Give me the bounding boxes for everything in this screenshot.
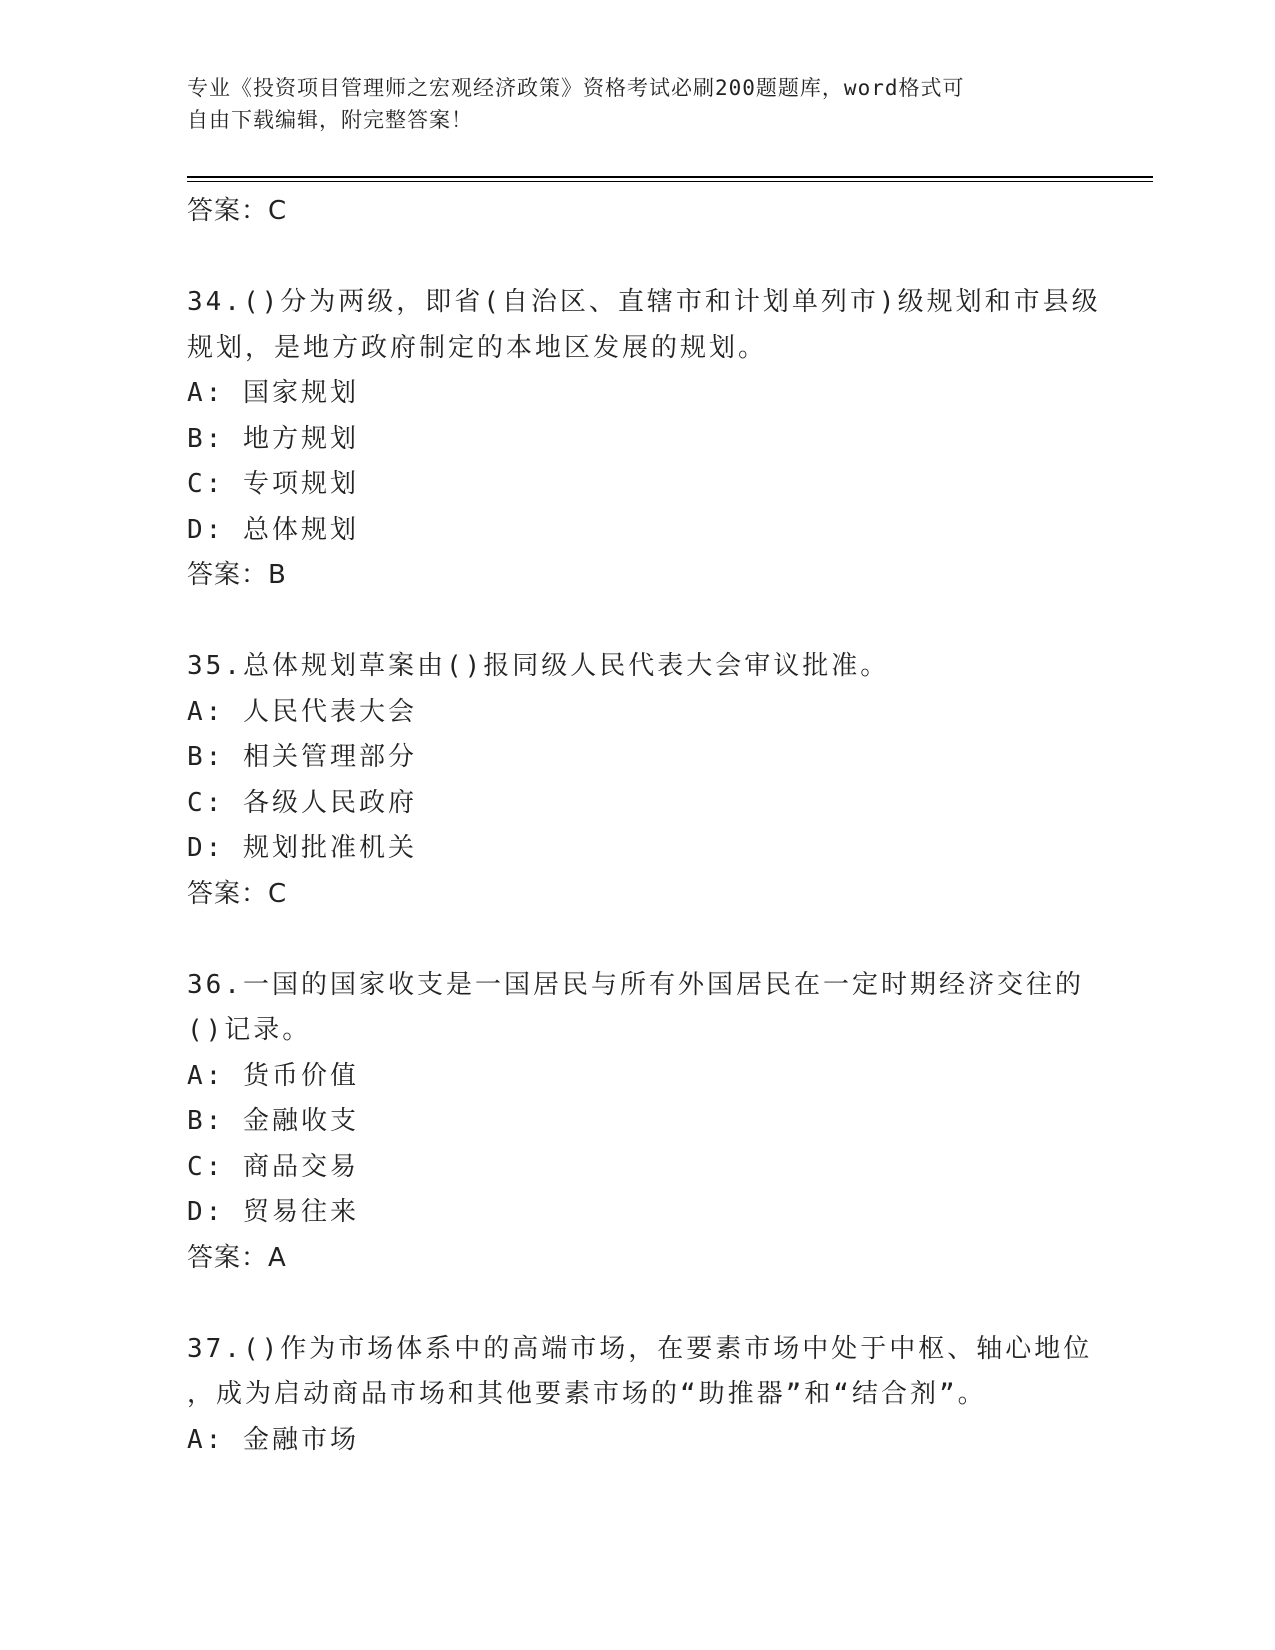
header-rule-thin — [187, 181, 1153, 182]
header-line-2: 自由下载编辑，附完整答案！ — [187, 108, 473, 132]
option-d: D: 规划批准机关 — [187, 833, 417, 863]
question-stem: 34.()分为两级，即省(自治区、直辖市和计划单列市)级规划和市县级 — [187, 287, 1101, 317]
option-b: B: 地方规划 — [187, 423, 359, 454]
spacer — [187, 235, 1077, 281]
question-35 — [187, 644, 1077, 917]
option-d: D: 贸易往来 — [187, 1197, 359, 1227]
spacer — [187, 599, 1077, 645]
option-c: C: 专项规划 — [187, 469, 359, 499]
option-a: A: 货币价值 — [187, 1060, 359, 1091]
header-rule-thick — [187, 176, 1153, 178]
option-a: A: 金融市场 — [187, 1424, 359, 1455]
spacer — [187, 1281, 1077, 1327]
question-list — [187, 189, 1101, 1463]
header-line-1: 专业《投资项目管理师之宏观经济政策》资格考试必刷200题题库，word格式可 — [187, 76, 965, 100]
option-b: B: 相关管理部分 — [187, 742, 417, 772]
question-34 — [187, 280, 1101, 599]
answer-line: 答案：A — [187, 1242, 287, 1273]
question-stem: 35.总体规划草案由()报同级人民代表大会审议批准。 — [187, 651, 890, 681]
answer-line: 答案：C — [187, 878, 288, 909]
question-stem: ()记录。 — [187, 1015, 312, 1045]
page-header — [187, 72, 1067, 136]
option-c: C: 商品交易 — [187, 1151, 359, 1182]
question-36 — [187, 963, 1084, 1282]
option-d: D: 总体规划 — [187, 514, 359, 545]
answer-line: 答案：C — [187, 196, 288, 226]
question-stem: ，成为启动商品市场和其他要素市场的“助推器”和“结合剂”。 — [187, 1379, 987, 1409]
option-a: A: 人民代表大会 — [187, 696, 417, 727]
option-c: C: 各级人民政府 — [187, 787, 417, 818]
question-stem: 36.一国的国家收支是一国居民与所有外国居民在一定时期经济交往的 — [187, 969, 1084, 1000]
question-37 — [187, 1327, 1093, 1464]
question-stem: 37.()作为市场体系中的高端市场，在要素市场中处于中枢、轴心地位 — [187, 1333, 1093, 1364]
answer-line: 答案：B — [187, 560, 287, 590]
option-b: B: 金融收支 — [187, 1106, 359, 1136]
option-a: A: 国家规划 — [187, 378, 359, 408]
spacer — [187, 917, 1077, 963]
question-stem: 规划，是地方政府制定的本地区发展的规划。 — [187, 332, 768, 363]
